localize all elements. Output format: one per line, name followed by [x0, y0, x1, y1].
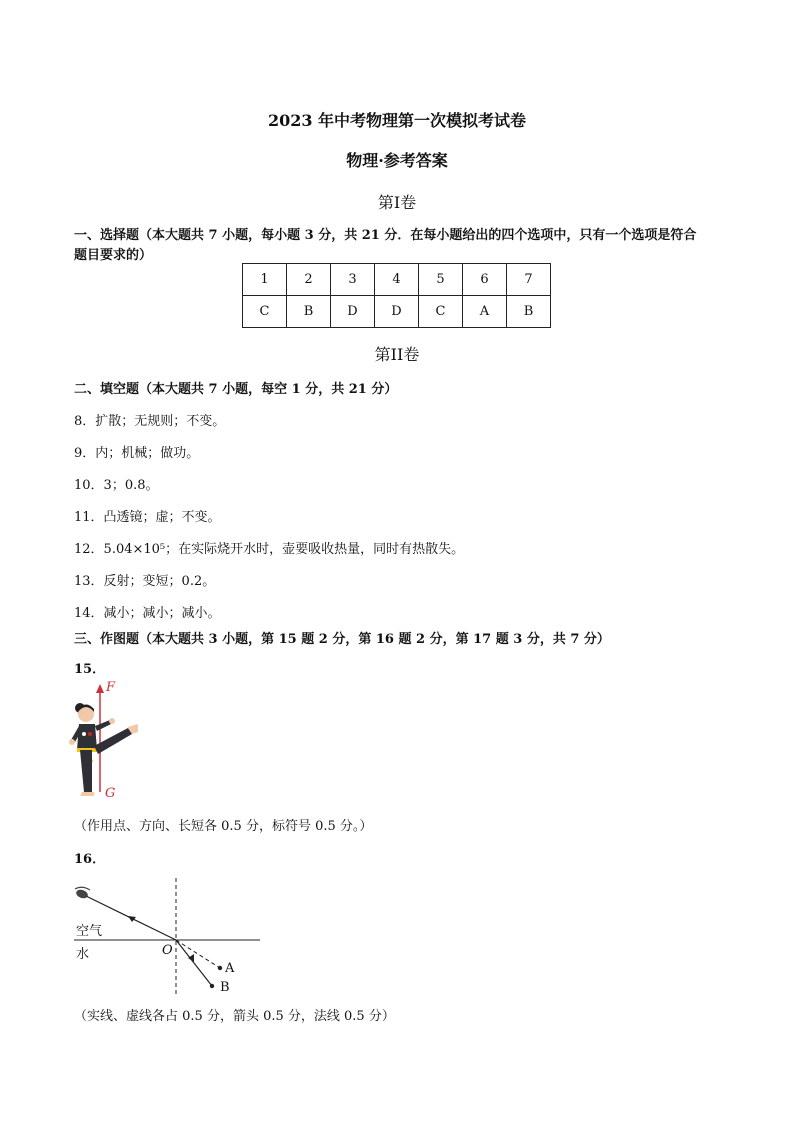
virtual-ray-to-a	[176, 940, 220, 968]
ray-arrowhead	[128, 916, 136, 922]
emblem-dot	[88, 732, 92, 736]
table-cell: 7	[507, 264, 551, 296]
table-cell: C	[419, 296, 463, 328]
table-cell: D	[331, 296, 375, 328]
question-16-scoring-note: （实线、虚线各占 0.5 分，箭头 0.5 分，法线 0.5 分）	[74, 1009, 395, 1024]
ray-from-b	[176, 940, 212, 986]
volume-2-heading: 第II卷	[374, 345, 420, 364]
table-cell: 3	[331, 264, 375, 296]
section-choice-title-cont: 题目要求的）	[74, 248, 153, 263]
section-drawing-title: 三、作图题（本大题共 3 小题，第 15 题 2 分，第 16 题 2 分，第 17 题 3 分，共 7 分）	[74, 632, 610, 647]
answer-table	[242, 263, 551, 328]
emblem-dot	[82, 732, 86, 736]
figure-right-arm	[95, 720, 111, 731]
table-cell: C	[243, 296, 287, 328]
answer-line: 11．凸透镜；虚；不变。	[74, 510, 221, 525]
martial-artist-force-diagram	[66, 680, 156, 802]
ray-arrowhead	[188, 954, 194, 962]
water-label: 水	[76, 947, 90, 962]
figure-hand	[109, 718, 115, 724]
question-16-number: 16．	[74, 852, 106, 867]
section-choice-title: 一、选择题（本大题共 7 小题，每小题 3 分，共 21 分．在每小题给出的四个选项中，只有一个选项是符合	[74, 228, 697, 243]
table-cell: 5	[419, 264, 463, 296]
table-cell: 1	[243, 264, 287, 296]
volume-1-heading: 第Ⅰ卷	[377, 193, 417, 212]
table-cell: 6	[463, 264, 507, 296]
point-b-label: B	[220, 980, 230, 995]
page-subtitle: 物理·参考答案	[346, 151, 448, 170]
section-fill-title: 二、填空题（本大题共 7 小题，每空 1 分，共 21 分）	[74, 382, 398, 397]
question-15-scoring-note: （作用点、方向、长短各 0.5 分，标符号 0.5 分。）	[74, 819, 373, 834]
page-title: 2023 年中考物理第一次模拟考试卷	[267, 111, 527, 130]
answer-line: 13．反射；变短；0.2。	[74, 574, 216, 589]
table-cell: B	[507, 296, 551, 328]
force-g-label: G	[105, 786, 116, 801]
table-cell: 2	[287, 264, 331, 296]
question-15-number: 15．	[74, 662, 106, 677]
figure-standing-leg	[80, 750, 92, 792]
answer-table-numbers-row	[243, 264, 551, 296]
answer-line: 14．减小；减小；减小。	[74, 606, 221, 621]
point-b	[210, 984, 214, 988]
answer-line: 9．内；机械；做功。	[74, 446, 200, 461]
table-cell: D	[375, 296, 419, 328]
table-cell: B	[287, 296, 331, 328]
answer-line: 12．5.04×10⁵；在实际烧开水时，壶要吸收热量，同时有热散失。	[74, 542, 465, 557]
answer-line: 10．3；0.8。	[74, 478, 159, 493]
force-f-arrowhead	[96, 684, 104, 693]
point-a	[218, 966, 222, 970]
origin-o-label: O	[162, 943, 173, 958]
answer-table-answers-row	[243, 296, 551, 328]
point-a-label: A	[225, 961, 235, 976]
figure-hand	[69, 739, 75, 745]
air-label: 空气	[76, 924, 103, 939]
table-cell: A	[463, 296, 507, 328]
answer-line: 8．扩散；无规则；不变。	[74, 414, 226, 429]
eyebrow	[75, 887, 90, 890]
table-cell: 4	[375, 264, 419, 296]
force-f-label: F	[106, 680, 116, 695]
eye-icon	[75, 888, 89, 900]
figure-standing-foot	[80, 792, 94, 796]
